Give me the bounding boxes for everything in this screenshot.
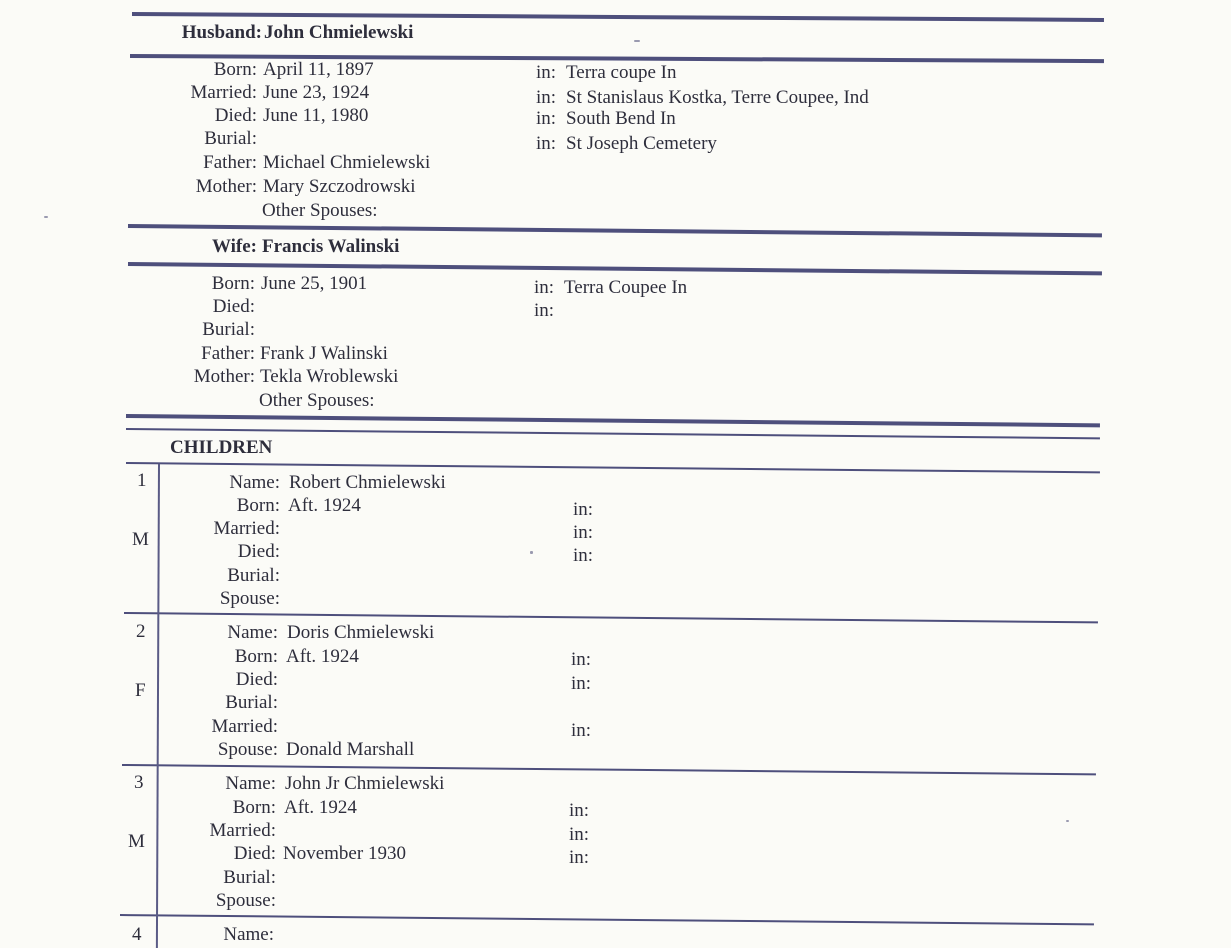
- child-2-number: 2: [136, 621, 146, 642]
- wife-other-spouses-label: Other Spouses:: [259, 390, 375, 411]
- scan-speck: [44, 216, 48, 218]
- husband-died-place: South Bend In: [566, 108, 676, 129]
- husband-married-place: St Stanislaus Kostka, Terre Coupee, Ind: [566, 87, 869, 108]
- husband-name: John Chmielewski: [264, 22, 414, 43]
- child-1-died-in-label: in:: [573, 545, 594, 566]
- husband-mother-value: Mary Szczodrowski: [263, 176, 416, 197]
- scan-speck: [1066, 820, 1069, 822]
- child-3-married-label: Married:: [209, 820, 276, 841]
- children-column-divider: [156, 464, 160, 948]
- wife-burial-label: Burial:: [202, 319, 255, 340]
- child-3-married-in-label: in:: [569, 824, 590, 845]
- wife-father-label: Father:: [201, 343, 255, 364]
- wife-born-label: Born:: [211, 273, 255, 294]
- husband-father-label: Father:: [203, 152, 257, 173]
- scan-speck: [634, 40, 640, 42]
- child-3-died-in-label: in:: [569, 847, 590, 868]
- child-3-died-value: November 1930: [283, 843, 406, 864]
- wife-died-in-label: in:: [534, 300, 555, 321]
- wife-born-place: Terra Coupee In: [564, 277, 688, 298]
- child-3-spouse-label: Spouse:: [215, 890, 276, 911]
- child-2-name-value: Doris Chmielewski: [287, 622, 435, 643]
- child-2-born-in-label: in:: [571, 649, 592, 670]
- husband-burial-place: St Joseph Cemetery: [566, 133, 717, 154]
- wife-mother-value: Tekla Wroblewski: [260, 366, 399, 387]
- husband-mother-label: Mother:: [195, 176, 257, 197]
- child-3-died-label: Died:: [233, 843, 276, 864]
- child-3-sex: M: [128, 831, 145, 852]
- wife-heading-label: Wife:: [211, 236, 257, 257]
- husband-died-value: June 11, 1980: [263, 105, 369, 126]
- child-2-died-in-label: in:: [571, 673, 592, 694]
- child-3-name-label: Name:: [225, 773, 276, 794]
- husband-other-spouses-label: Other Spouses:: [262, 200, 378, 221]
- child-3-number: 3: [134, 772, 144, 793]
- husband-born-label: Born:: [213, 59, 257, 80]
- wife-father-value: Frank J Walinski: [260, 343, 388, 364]
- husband-died-label: Died:: [214, 105, 257, 126]
- wife-born-value: June 25, 1901: [261, 273, 368, 294]
- child-2-burial-label: Burial:: [225, 692, 278, 713]
- child-2-spouse-label: Spouse:: [217, 739, 278, 760]
- top-rule: [132, 12, 1104, 22]
- child-2-married-in-label: in:: [571, 720, 592, 741]
- child-2-died-label: Died:: [235, 669, 278, 690]
- child-1-name-label: Name:: [229, 472, 280, 493]
- child-2-name-label: Name:: [227, 622, 278, 643]
- husband-married-in-label: in:: [536, 87, 557, 108]
- child-1-born-label: Born:: [236, 495, 280, 516]
- husband-burial-in-label: in:: [536, 133, 557, 154]
- husband-father-value: Michael Chmielewski: [263, 152, 431, 173]
- child-1-born-value: Aft. 1924: [288, 495, 361, 516]
- child-3-burial-label: Burial:: [223, 867, 276, 888]
- child-1-sex: M: [132, 529, 149, 550]
- husband-born-in-label: in:: [536, 62, 557, 83]
- children-heading: CHILDREN: [170, 437, 273, 458]
- child-1-burial-label: Burial:: [227, 565, 280, 586]
- husband-born-place: Terra coupe In: [566, 62, 677, 83]
- husband-married-value: June 23, 1924: [263, 82, 370, 103]
- wife-died-label: Died:: [212, 296, 255, 317]
- scan-speck: [530, 551, 533, 554]
- husband-died-in-label: in:: [536, 108, 557, 129]
- husband-born-value: April 11, 1897: [263, 59, 374, 80]
- wife-name: Francis Walinski: [262, 236, 400, 257]
- child-1-number: 1: [137, 470, 147, 491]
- child-2-sex: F: [135, 680, 146, 701]
- husband-heading-label: Husband:: [181, 22, 262, 43]
- child-1-died-label: Died:: [237, 541, 280, 562]
- child-2-married-label: Married:: [211, 716, 278, 737]
- wife-mother-label: Mother:: [193, 366, 255, 387]
- child-3-born-value: Aft. 1924: [284, 797, 357, 818]
- wife-bottom-rule: [126, 414, 1100, 427]
- child-3-born-label: Born:: [232, 797, 276, 818]
- husband-burial-label: Burial:: [204, 128, 257, 149]
- child-3-name-value: John Jr Chmielewski: [285, 773, 445, 794]
- child-3-born-in-label: in:: [569, 800, 590, 821]
- child-1-married-label: Married:: [213, 518, 280, 539]
- child-2-born-label: Born:: [234, 646, 278, 667]
- husband-married-label: Married:: [190, 82, 257, 103]
- child-1-married-in-label: in:: [573, 522, 594, 543]
- wife-born-in-label: in:: [534, 277, 555, 298]
- child-4-number: 4: [132, 924, 142, 945]
- child-1-name-value: Robert Chmielewski: [289, 472, 446, 493]
- child-1-spouse-label: Spouse:: [219, 588, 280, 609]
- child-1-born-in-label: in:: [573, 499, 594, 520]
- child-2-spouse-value: Donald Marshall: [286, 739, 415, 760]
- child-4-name-label: Name:: [223, 924, 274, 945]
- child-2-born-value: Aft. 1924: [286, 646, 359, 667]
